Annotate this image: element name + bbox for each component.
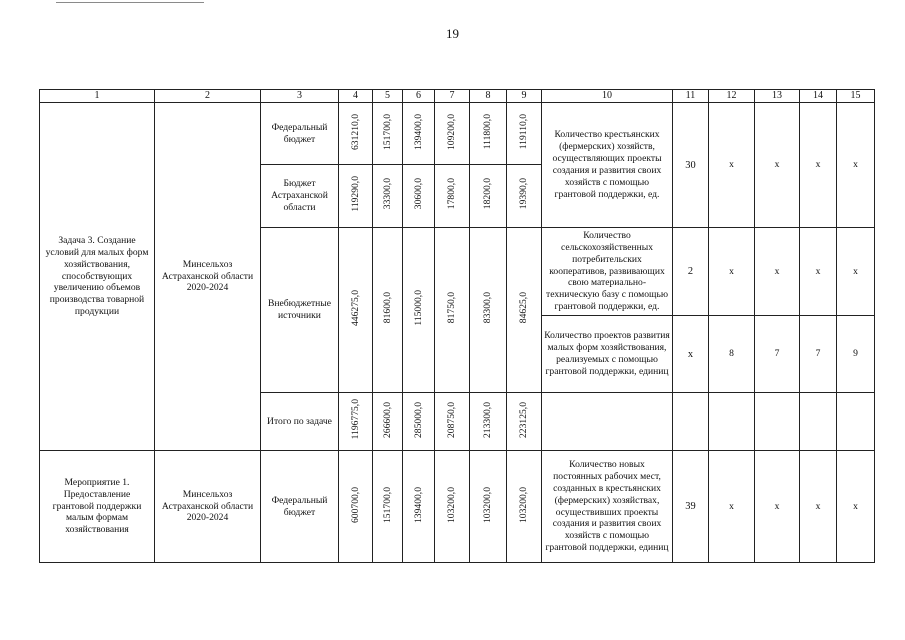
empty-cell xyxy=(837,393,875,451)
value-text: 103200,0 xyxy=(482,486,493,523)
value-cell xyxy=(403,165,435,228)
value-cell xyxy=(339,393,373,451)
empty-cell xyxy=(800,393,837,451)
value-text: 19390,0 xyxy=(518,178,529,210)
empty-cell xyxy=(755,393,800,451)
value-cell xyxy=(507,165,542,228)
value-text: 139400,0 xyxy=(412,486,424,523)
value-cell xyxy=(470,228,507,393)
indicator-text: Количество сельскохозяйственных потребительских кооперативов, развивающих свою материально-техническую базу с помощью грантовой поддержки, ед. xyxy=(542,228,673,316)
col-header: 3 xyxy=(261,90,339,103)
table-row xyxy=(40,103,875,165)
indicator-value: 9 xyxy=(837,316,875,393)
value-text: 33300,0 xyxy=(381,178,393,210)
col-header: 9 xyxy=(507,90,542,103)
measure-executor: Минсельхоз Астраханской области 2020-2024 xyxy=(155,451,261,563)
source-name: Федеральный бюджет xyxy=(261,451,339,563)
indicator-text: Количество крестьянских (фермерских) хозяйств, осуществляющих проекты создания и развития своих хозяйств с помощью грантовой поддержки, ед. xyxy=(542,103,673,228)
value-cell xyxy=(339,451,373,563)
value-text: 115000,0 xyxy=(412,290,424,326)
value-text: 83300,0 xyxy=(482,292,493,324)
value-cell xyxy=(507,228,542,393)
source-name: Итого по задаче xyxy=(261,393,339,451)
col-header: 14 xyxy=(800,90,837,103)
value-text: 151700,0 xyxy=(381,486,393,523)
measure-name: Мероприятие 1. Предоставление грантовой поддержки малым формам хозяйствования xyxy=(40,451,155,563)
value-text: 119290,0 xyxy=(349,176,361,212)
col-header: 4 xyxy=(339,90,373,103)
value-text: 81600,0 xyxy=(381,292,393,324)
value-cell xyxy=(435,451,470,563)
col-header: 12 xyxy=(709,90,755,103)
value-cell xyxy=(339,165,373,228)
table-row xyxy=(40,451,875,563)
source-name: Внебюджетные источники xyxy=(261,228,339,393)
indicator-value: х xyxy=(673,316,709,393)
indicator-text: Количество новых постоянных рабочих мест, созданных в крестьянских (фермерских) хозяйствах, осуществивших проекты создания и развития своих хозяйств с помощью грантовой поддержки, единиц xyxy=(542,451,673,563)
value-text: 223125,0 xyxy=(518,401,529,438)
value-text: 631210,0 xyxy=(349,113,361,150)
value-text: 81750,0 xyxy=(446,292,457,324)
indicator-value: х xyxy=(800,451,837,563)
indicator-value: 7 xyxy=(755,316,800,393)
value-text: 111800,0 xyxy=(482,113,493,150)
indicator-value: х xyxy=(709,103,755,228)
value-text: 119110,0 xyxy=(518,113,529,150)
top-rule xyxy=(56,2,204,3)
indicator-value: х xyxy=(709,451,755,563)
value-cell xyxy=(373,228,403,393)
value-cell xyxy=(435,393,470,451)
value-cell xyxy=(507,451,542,563)
source-name: Бюджет Астраханской области xyxy=(261,165,339,228)
indicator-value: х xyxy=(800,228,837,316)
value-cell xyxy=(470,451,507,563)
value-cell xyxy=(339,228,373,393)
empty-cell xyxy=(542,393,673,451)
value-cell xyxy=(435,165,470,228)
col-header: 7 xyxy=(435,90,470,103)
col-header: 11 xyxy=(673,90,709,103)
indicator-value: х xyxy=(800,103,837,228)
value-cell xyxy=(470,393,507,451)
indicator-value: х xyxy=(837,103,875,228)
indicator-value: х xyxy=(755,103,800,228)
value-text: 285000,0 xyxy=(412,401,424,438)
col-header: 8 xyxy=(470,90,507,103)
indicator-value: х xyxy=(755,228,800,316)
value-cell xyxy=(435,228,470,393)
value-text: 208750,0 xyxy=(446,401,457,438)
value-text: 213300,0 xyxy=(482,401,493,438)
value-text: 151700,0 xyxy=(381,113,393,150)
value-text: 17800,0 xyxy=(446,178,457,210)
col-header: 2 xyxy=(155,90,261,103)
value-cell xyxy=(470,103,507,165)
value-cell xyxy=(373,165,403,228)
value-cell xyxy=(435,103,470,165)
col-header: 15 xyxy=(837,90,875,103)
page-number: 19 xyxy=(446,26,459,41)
value-cell xyxy=(403,103,435,165)
program-table xyxy=(39,89,875,563)
empty-cell xyxy=(709,393,755,451)
value-cell xyxy=(470,165,507,228)
task-executor: Минсельхоз Астраханской области 2020-2024 xyxy=(155,103,261,451)
value-text: 30600,0 xyxy=(412,178,424,210)
header-row xyxy=(40,90,875,103)
value-text: 446275,0 xyxy=(349,290,361,326)
source-name: Федеральный бюджет xyxy=(261,103,339,165)
value-text: 109200,0 xyxy=(446,113,457,150)
col-header: 5 xyxy=(373,90,403,103)
value-text: 18200,0 xyxy=(482,178,493,210)
col-header: 10 xyxy=(542,90,673,103)
indicator-value: х xyxy=(837,451,875,563)
indicator-value: 2 xyxy=(673,228,709,316)
indicator-value: х xyxy=(709,228,755,316)
indicator-value: 7 xyxy=(800,316,837,393)
indicator-value: 30 xyxy=(673,103,709,228)
empty-cell xyxy=(673,393,709,451)
value-cell xyxy=(507,103,542,165)
value-text: 139400,0 xyxy=(412,113,424,150)
value-text: 103200,0 xyxy=(518,486,529,523)
value-cell xyxy=(339,103,373,165)
value-text: 84625,0 xyxy=(518,292,529,324)
value-text: 600700,0 xyxy=(349,486,361,523)
indicator-value: х xyxy=(755,451,800,563)
value-cell xyxy=(373,451,403,563)
indicator-value: 8 xyxy=(709,316,755,393)
col-header: 6 xyxy=(403,90,435,103)
value-text: 266600,0 xyxy=(381,401,393,438)
value-cell xyxy=(373,103,403,165)
value-cell xyxy=(403,228,435,393)
indicator-text: Количество проектов развития малых форм хозяйствования, реализуемых с помощью грантовой поддержки, единиц xyxy=(542,316,673,393)
col-header: 13 xyxy=(755,90,800,103)
value-text: 1196775,0 xyxy=(349,399,361,440)
indicator-value: х xyxy=(837,228,875,316)
task-name: Задача 3. Создание условий для малых форм хозяйствования, способствующих увеличению объемов производства товарной продукции xyxy=(40,103,155,451)
value-cell xyxy=(403,393,435,451)
indicator-value: 39 xyxy=(673,451,709,563)
value-cell xyxy=(373,393,403,451)
col-header: 1 xyxy=(40,90,155,103)
value-text: 103200,0 xyxy=(446,486,457,523)
value-cell xyxy=(403,451,435,563)
value-cell xyxy=(507,393,542,451)
